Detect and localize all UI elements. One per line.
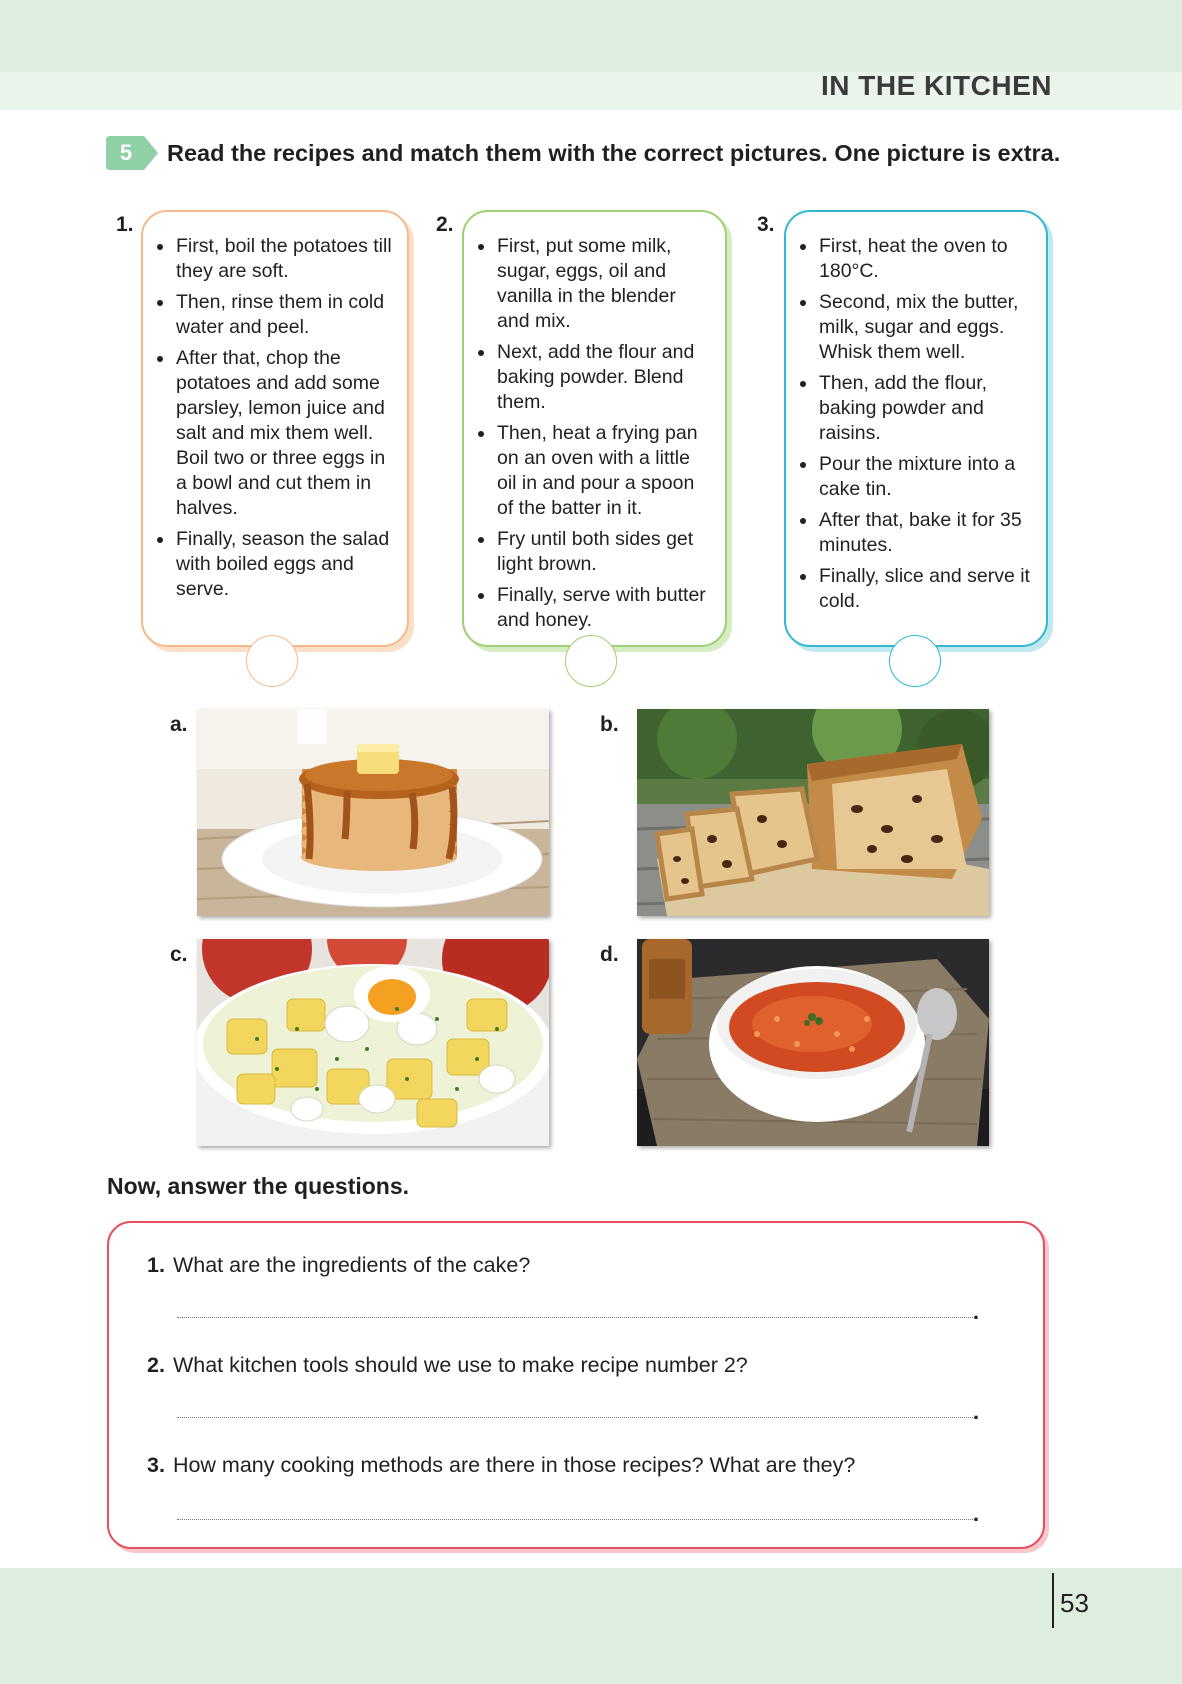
recipe-3-step: Pour the mixture into a cake tin. — [798, 452, 1034, 502]
recipe-1-step: First, boil the potatoes till they are soft. — [155, 234, 395, 284]
question-text: How many cooking methods are there in those recipes? What are they? — [172, 1453, 856, 1477]
question-number: 2. — [147, 1353, 165, 1377]
recipe-3-step: Then, add the flour, baking powder and raisins. — [798, 371, 1034, 446]
question-number: 1. — [147, 1253, 165, 1277]
recipe-2-step: Then, heat a frying pan on an oven with a little oil in and pour a spoon of the batter in it. — [476, 421, 713, 521]
recipe-2-step: Fry until both sides get light brown. — [476, 527, 713, 577]
recipe-2-step: First, put some milk, sugar, eggs, oil and vanilla in the blender and mix. — [476, 234, 713, 334]
pancakes-picture — [197, 709, 549, 916]
footer-band — [0, 1568, 1182, 1684]
question-1 — [147, 1253, 530, 1278]
header-band — [0, 0, 1182, 72]
recipe-1-step: Finally, season the salad with boiled eggs and serve. — [155, 527, 395, 602]
recipe-1-step: Then, rinse them in cold water and peel. — [155, 290, 395, 340]
soup-picture — [637, 939, 989, 1146]
picture-label-a: a. — [170, 713, 188, 736]
recipe-card-2 — [462, 210, 727, 647]
recipe-3-answer-circle[interactable] — [889, 635, 941, 687]
recipe-1-answer-circle[interactable] — [246, 635, 298, 687]
answer-end-dot: . — [973, 1399, 980, 1424]
recipe-number-3: 3. — [757, 213, 775, 236]
potato-salad-picture — [197, 939, 549, 1146]
recipe-card-1 — [141, 210, 409, 647]
recipe-3-step: After that, bake it for 35 minutes. — [798, 508, 1034, 558]
page-number: 53 — [1060, 1588, 1089, 1618]
answer-line-3[interactable] — [177, 1519, 975, 1520]
page-number-divider — [1052, 1573, 1054, 1628]
recipe-2-answer-circle[interactable] — [565, 635, 617, 687]
recipe-3-step: Second, mix the butter, milk, sugar and eggs. Whisk them well. — [798, 290, 1034, 365]
questions-heading: Now, answer the questions. — [107, 1173, 410, 1199]
question-2 — [147, 1353, 748, 1378]
question-text: What are the ingredients of the cake? — [172, 1253, 531, 1277]
answer-end-dot: . — [973, 1501, 980, 1526]
exercise-number: 5 — [119, 140, 133, 165]
question-3 — [147, 1453, 855, 1478]
question-number: 3. — [147, 1453, 165, 1477]
recipe-number-2: 2. — [436, 213, 454, 236]
answer-line-1[interactable] — [177, 1317, 975, 1318]
recipe-1-step: After that, chop the potatoes and add some parsley, lemon juice and salt and mix them well. Boil two or three eggs in a bowl and cut them in halves. — [155, 346, 395, 521]
recipe-3-step: Finally, slice and serve it cold. — [798, 564, 1034, 614]
question-text: What kitchen tools should we use to make recipe number 2? — [172, 1353, 748, 1377]
questions-box — [107, 1221, 1045, 1549]
recipe-3-step: First, heat the oven to 180°C. — [798, 234, 1034, 284]
unit-title: IN THE KITCHEN — [821, 70, 1052, 101]
picture-label-c: c. — [170, 943, 188, 966]
exercise-instruction: Read the recipes and match them with the correct pictures. One picture is extra. — [167, 140, 1061, 166]
recipe-card-3 — [784, 210, 1048, 647]
picture-label-d: d. — [600, 943, 619, 966]
picture-label-b: b. — [600, 713, 619, 736]
answer-end-dot: . — [973, 1299, 980, 1324]
recipe-number-1: 1. — [116, 213, 134, 236]
raisin-cake-picture — [637, 709, 989, 916]
recipe-2-step: Finally, serve with butter and honey. — [476, 583, 713, 633]
recipe-2-step: Next, add the flour and baking powder. Blend them. — [476, 340, 713, 415]
answer-line-2[interactable] — [177, 1417, 975, 1418]
